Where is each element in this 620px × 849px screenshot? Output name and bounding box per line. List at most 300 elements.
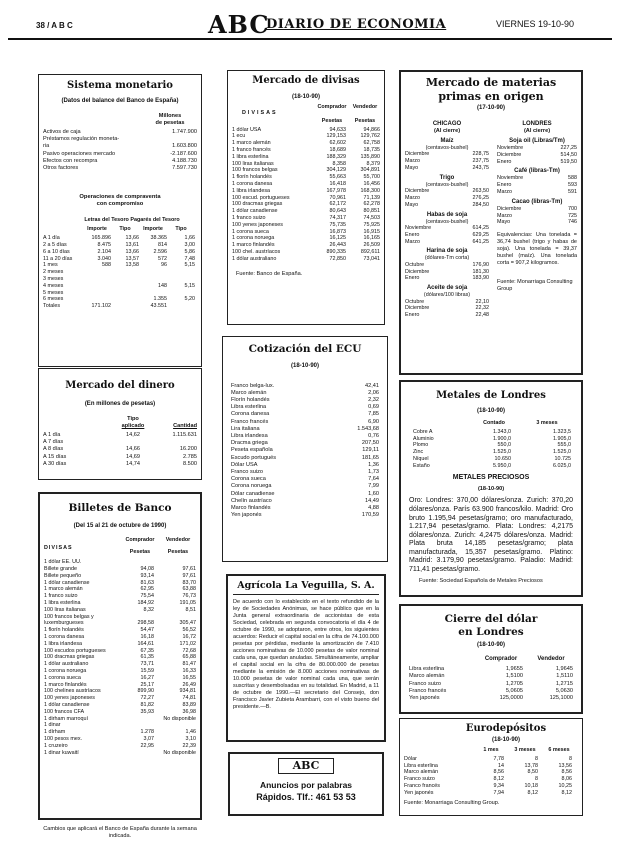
ecu-row xyxy=(231,462,379,469)
letras-header xyxy=(43,226,197,233)
billetes-cell: 1,46 xyxy=(185,729,196,736)
ecu-row xyxy=(231,476,379,483)
divisas-pesetas-b: Pesetas xyxy=(354,117,376,124)
letras-cell xyxy=(111,296,139,303)
londres-cell: Marzo xyxy=(497,188,512,195)
letras-cell: 6 a 10 días xyxy=(43,248,70,255)
letras-cell xyxy=(167,276,195,283)
metales-cell: 10.650 xyxy=(494,455,511,462)
londres-cell: 514,50 xyxy=(560,151,577,158)
precious-title: METALES PRECIOSOS xyxy=(452,473,530,481)
chicago-cell: 263,50 xyxy=(472,188,489,195)
ecu-cell: 170,59 xyxy=(361,512,379,519)
euro-cell: 8,56 xyxy=(493,769,504,776)
cierre-cell: Libra esterlina xyxy=(409,666,445,673)
ecu-cell: 0,69 xyxy=(368,404,379,411)
euro-cell: Marco alemán xyxy=(404,769,439,776)
letras-row xyxy=(43,283,197,290)
londres-label: LONDRES xyxy=(522,120,552,127)
billetes-cell: 1 dólar canadiense xyxy=(44,579,90,586)
billetes-row xyxy=(44,668,196,675)
dinero-cell: 14,66 xyxy=(126,446,140,453)
billetes-cell: 164,61 xyxy=(137,640,154,647)
euro-cell: 8 xyxy=(569,755,572,762)
letras-cell: 13,66 xyxy=(125,248,139,255)
billetes-cell: 1.278 xyxy=(140,729,154,736)
divisas-cell: 304,891 xyxy=(360,167,380,174)
chicago-cell: Marzo xyxy=(405,194,420,201)
chicago-cell: 176,90 xyxy=(472,261,489,268)
divisas-header xyxy=(232,104,380,125)
billetes-cell: 16,55 xyxy=(182,674,196,681)
euro-cell: 7,78 xyxy=(493,755,504,762)
billetes-row xyxy=(44,593,196,600)
divisas-cell: 62,278 xyxy=(363,201,380,208)
ecu-cell: 1.543,68 xyxy=(357,425,379,432)
metales-row xyxy=(413,442,571,449)
billetes-cell: 72,27 xyxy=(140,695,154,702)
metales-row xyxy=(413,456,571,463)
euro-cell: 13,56 xyxy=(558,762,572,769)
sistema-cell: Pasivo operaciones mercado xyxy=(43,150,116,157)
billetes-col-comprador: Comprador xyxy=(125,536,155,543)
letras-cell xyxy=(139,290,167,297)
dinero-col-aplicado: aplicado xyxy=(121,422,145,429)
euro-row xyxy=(404,783,578,790)
divisas-cell: 100 chel. austríacos xyxy=(232,248,281,255)
divisas-cell: 62,758 xyxy=(363,140,380,147)
cierre-subtitle: (18-10-90) xyxy=(476,642,505,649)
billetes-cell: 8,32 xyxy=(143,606,154,613)
divisas-cell: 71,139 xyxy=(363,194,380,201)
divisas-row xyxy=(232,133,380,140)
ecu-cell: 129,11 xyxy=(362,447,379,454)
londres-row xyxy=(497,175,577,182)
divisas-row xyxy=(232,222,380,229)
euro-cell: 8,12 xyxy=(493,776,504,783)
metales-rows xyxy=(405,429,577,470)
billetes-note: Cambios que aplicará el Banco de España durante la semana indicada. xyxy=(43,826,197,839)
divisas-cell: 100 francos belgas xyxy=(232,167,278,174)
billetes-cell: 1 dólar australiano xyxy=(44,661,89,668)
ecu-cell: Escudo portugués xyxy=(231,454,277,461)
cierre-row xyxy=(409,673,573,680)
billetes-cell: 1 marco finlandés xyxy=(44,681,87,688)
cierre-row xyxy=(409,681,573,688)
materias-subtitle: (17-10-90) xyxy=(476,105,505,111)
ecu-row xyxy=(231,433,379,440)
letras-hdr-blank xyxy=(43,226,83,233)
billetes-cell: 3,10 xyxy=(185,735,196,742)
divisas-cell: 892,611 xyxy=(360,248,380,255)
dinero-col-cantidad: Cantidad xyxy=(173,423,197,429)
billetes-row xyxy=(44,709,196,716)
divisas-cell: 75,735 xyxy=(329,221,346,228)
chicago-unit: (dólares-Tm corta) xyxy=(424,255,470,262)
metales-cell: 1.323,5 xyxy=(553,428,571,435)
cierre-cell: 5,0630 xyxy=(555,687,573,694)
divisas-cell: 26,509 xyxy=(363,242,380,249)
chicago-cell: Octubre xyxy=(405,298,425,305)
sistema-row xyxy=(43,129,197,136)
chicago-cell: 641,25 xyxy=(472,238,489,245)
divisas-row xyxy=(232,256,380,263)
divisas-cell: 304,129 xyxy=(326,167,346,174)
letras-row xyxy=(43,296,197,303)
metales-title: Metales de Londres xyxy=(436,390,546,401)
chicago-heading: Trigo xyxy=(439,174,455,181)
chicago-cell: Enero xyxy=(405,275,420,282)
euro-hdr-blank xyxy=(404,747,474,754)
ecu-row xyxy=(231,455,379,462)
letras-hdr-cell: Tipo xyxy=(175,226,187,233)
dinero-cell: A 8 días xyxy=(43,446,64,453)
metales-cell: 550,0 xyxy=(497,442,511,449)
masthead-logo: ABC xyxy=(208,10,270,39)
chicago-row xyxy=(405,165,489,172)
divisas-cell: 26,443 xyxy=(329,242,346,249)
billetes-cell: 191,05 xyxy=(179,600,196,606)
ecu-row xyxy=(231,419,379,426)
ecu-cell: Peseta española xyxy=(231,447,273,454)
billetes-cell: 1 corona sueca xyxy=(44,674,81,681)
metales-cell: Cobre A xyxy=(413,428,433,435)
billetes-cell: 298,58 xyxy=(137,620,154,627)
euro-cell: 14 xyxy=(498,762,504,769)
divisas-cell: 80,643 xyxy=(329,208,346,215)
billetes-cell: 72,68 xyxy=(182,647,196,654)
billetes-row xyxy=(44,743,196,750)
divisas-cell: 62,172 xyxy=(329,201,346,208)
londres-cell: Marzo xyxy=(497,212,512,219)
euro-cell: 8,12 xyxy=(561,789,572,796)
billetes-col-vendedor: Vendedor xyxy=(165,536,191,543)
sistema-cell: Préstamos regulación moneta- xyxy=(43,136,120,143)
billetes-row xyxy=(44,641,196,648)
agricola-box xyxy=(226,574,386,742)
divisas-source: Fuente: Banco de España. xyxy=(236,270,303,277)
billetes-cell xyxy=(120,614,154,621)
divisas-cell: 16,456 xyxy=(363,180,380,187)
billetes-divisas-label: DIVISAS xyxy=(44,544,73,551)
ecu-cell: Lira italiana xyxy=(231,425,260,432)
divisas-cell: 1 franco suizo xyxy=(232,214,266,221)
divisas-cell: 94,633 xyxy=(329,126,346,133)
divisas-cell: 188,329 xyxy=(326,153,346,160)
ecu-row xyxy=(231,491,379,498)
divisas-cell: 1 dólar australiano xyxy=(232,255,277,262)
ecu-subtitle: (18-10-90) xyxy=(290,363,319,370)
materias-box xyxy=(399,70,583,375)
billetes-cell: 1 dólar EE. UU. xyxy=(44,559,82,566)
chicago-heading: Aceite de soja xyxy=(426,285,468,292)
divisas-row xyxy=(232,235,380,242)
metales-cell: 1.343,0 xyxy=(493,428,511,435)
ecu-cell: Corona noruega xyxy=(231,483,272,490)
londres-para: Equivalencias: Una tonelada = 36,74 bushel (trigo y habas de soja). Una tonelada = 39,37 bushel (maíz). Una tonelada corta = 907,2 kilogramos. xyxy=(497,232,577,267)
divisas-row xyxy=(232,242,380,249)
euro-hdr-cell: 1 mes xyxy=(483,747,499,753)
unit-line-b: de pesetas xyxy=(155,119,185,126)
page-number: 38 / A B C xyxy=(36,21,73,30)
chicago-row xyxy=(405,312,489,319)
divisas-rows xyxy=(232,127,380,263)
issue-date: VIERNES 19-10-90 xyxy=(496,19,575,29)
cierre-cell: 125,0000 xyxy=(499,695,523,702)
billetes-row xyxy=(44,573,196,580)
divisas-cell: 72,850 xyxy=(329,255,346,262)
letras-cell: Totales xyxy=(43,303,61,310)
billetes-cell: 100 francos CFA xyxy=(44,708,85,715)
billetes-cell: 83,70 xyxy=(182,579,196,586)
ad-box[interactable] xyxy=(228,752,384,816)
ecu-row xyxy=(231,512,379,519)
chicago-cell: Marzo xyxy=(405,238,420,245)
divisas-cell: 8,379 xyxy=(366,160,380,167)
londres-cell: Enero xyxy=(497,182,512,189)
dinero-row xyxy=(43,439,197,446)
billetes-cell: Billete grande xyxy=(44,566,77,573)
euro-subtitle: (18-10-90) xyxy=(491,736,520,743)
chicago-cell: Diciembre xyxy=(405,305,430,312)
billetes-pesetas-a: Pesetas xyxy=(129,549,151,556)
ecu-cell: 42,41 xyxy=(365,382,379,389)
letras-cell: 2.596 xyxy=(153,248,167,255)
metales-cell: 6.025,0 xyxy=(553,462,571,469)
chicago-row xyxy=(405,299,489,306)
billetes-cell xyxy=(120,750,154,757)
divisas-cell: 1 marco alemán xyxy=(232,140,271,147)
letras-cell xyxy=(83,269,111,276)
londres-cell: 519,50 xyxy=(560,158,577,165)
letras-cell: 13,61 xyxy=(125,242,139,248)
billetes-cell: 74,81 xyxy=(182,695,196,702)
letras-title: Letras del Tesoro Pagarés del Tesoro xyxy=(84,216,180,223)
chicago-heading: Habas de soja xyxy=(426,211,468,218)
ecu-cell: Corona sueca xyxy=(231,476,266,483)
letras-row xyxy=(43,290,197,297)
letras-cell: 588 xyxy=(102,262,111,269)
billetes-title: Billetes de Banco xyxy=(68,502,172,514)
divisas-row xyxy=(232,147,380,154)
billetes-row xyxy=(44,607,196,614)
londres-heading: Café (libras-Tm) xyxy=(514,168,560,175)
euro-row xyxy=(404,756,578,763)
ecu-row xyxy=(231,469,379,476)
ecu-cell: 7,85 xyxy=(368,411,379,418)
letras-cell: 3.040 xyxy=(97,255,111,262)
letras-cell xyxy=(83,276,111,283)
cierre-cell: 5,0605 xyxy=(505,687,523,694)
letras-cell: 7,48 xyxy=(184,255,195,262)
metales-box xyxy=(399,380,583,597)
dinero-cell: A 7 días xyxy=(43,439,64,446)
billetes-cell: 97,61 xyxy=(182,572,196,579)
ecu-cell: 4,88 xyxy=(368,505,379,512)
metales-row xyxy=(413,436,571,443)
chicago-unit: (centavos-bushel) xyxy=(425,144,469,151)
metales-col-3meses: 3 meses xyxy=(536,420,558,426)
chicago-cell: Mayo xyxy=(405,164,419,171)
sistema-cell: Otros factores xyxy=(43,164,79,171)
londres-row xyxy=(497,219,577,226)
chicago-row xyxy=(405,269,489,276)
ecu-row xyxy=(231,447,379,454)
materias-source: Fuente: Monarriaga Consulting Group xyxy=(497,279,573,293)
billetes-cell: 16,72 xyxy=(182,633,196,640)
letras-row xyxy=(43,276,197,283)
sistema-cell: 1.603.800 xyxy=(172,143,197,150)
letras-cell xyxy=(111,283,139,290)
sistema-row xyxy=(43,136,197,143)
billetes-row xyxy=(44,702,196,709)
divisas-cell: 8,358 xyxy=(332,160,346,167)
chicago-row xyxy=(405,275,489,282)
letras-cell: 38.365 xyxy=(150,235,167,242)
chicago-row xyxy=(405,232,489,239)
euro-cell: 8,56 xyxy=(561,769,572,776)
divisas-cell: 1 corona sueca xyxy=(232,228,269,235)
divisas-row xyxy=(232,201,380,208)
dinero-cell: 14,62 xyxy=(126,431,140,438)
dinero-rows xyxy=(43,432,197,468)
metales-row xyxy=(413,449,571,456)
billetes-cell: 1 dírham xyxy=(44,729,66,736)
billetes-cell: 100 escudos portugueses xyxy=(44,647,106,654)
billetes-cell: 100 dracmas griegas xyxy=(44,654,95,661)
divisas-row xyxy=(232,140,380,147)
billetes-cell: 54,47 xyxy=(140,627,154,634)
letras-cell: 165.896 xyxy=(91,235,111,242)
letras-row xyxy=(43,256,197,263)
billetes-cell: 76,73 xyxy=(182,593,196,600)
billetes-cell: 1 dólar canadiense xyxy=(44,701,90,708)
cierre-row xyxy=(409,695,573,702)
chicago-row xyxy=(405,305,489,312)
divisas-cell: 16,873 xyxy=(329,228,346,235)
londres-cell: 227,25 xyxy=(560,144,577,151)
metales-header xyxy=(405,420,577,427)
letras-hdr-cell: Importe xyxy=(87,226,107,233)
londres-row xyxy=(497,145,577,152)
chicago-cell: Enero xyxy=(405,312,420,319)
cierre-cell: Franco francés xyxy=(409,687,447,694)
billetes-cell: 93,14 xyxy=(140,572,154,579)
euro-cell: Libra esterlina xyxy=(404,762,438,769)
divisas-row xyxy=(232,161,380,168)
billetes-cell: luxemburgueses xyxy=(44,620,84,627)
londres-row xyxy=(497,206,577,213)
cierre-col-vendedor: Vendedor xyxy=(537,655,565,662)
londres-cell: Noviembre xyxy=(497,144,524,151)
divisas-row xyxy=(232,229,380,236)
billetes-subtitle: (Del 15 al 21 de octubre de 1990) xyxy=(73,523,167,530)
metales-cell: 1.905,0 xyxy=(553,435,571,442)
sistema-row xyxy=(43,165,197,172)
dinero-row xyxy=(43,461,197,468)
euro-cell: 8 xyxy=(535,755,538,762)
ecu-cell: Florín holandés xyxy=(231,397,270,404)
euro-cell: 13,78 xyxy=(524,762,538,769)
euro-row xyxy=(404,769,578,776)
billetes-cell: 1 cruzeiro xyxy=(44,742,68,749)
euro-cell: 8,12 xyxy=(527,789,538,796)
ecu-cell: 207,50 xyxy=(361,440,379,447)
ecu-cell: Franco belga-lux. xyxy=(231,382,275,389)
ad-line2: Rápidos. Tlf.: 461 53 53 xyxy=(256,792,356,803)
ecu-cell: Marco alemán xyxy=(231,389,267,396)
letras-cell xyxy=(111,290,139,297)
divisas-cell: 16,418 xyxy=(329,180,346,187)
ecu-row xyxy=(231,505,379,512)
cierre-row xyxy=(409,688,573,695)
divisas-cell: 1 ecu xyxy=(232,133,246,140)
letras-row xyxy=(43,249,197,256)
billetes-cell: 16,18 xyxy=(140,633,154,640)
divisas-cell: 73,041 xyxy=(363,255,380,262)
divisas-cell: 1 marco finlandés xyxy=(232,242,275,249)
letras-row xyxy=(43,262,197,269)
divisas-row xyxy=(232,215,380,222)
ecu-row xyxy=(231,483,379,490)
billetes-cell: 171,02 xyxy=(179,640,196,647)
cierre-row xyxy=(409,666,573,673)
letras-cell: 13,58 xyxy=(125,262,139,269)
ecu-cell: Dólar canadiense xyxy=(231,490,275,497)
letras-rows xyxy=(43,235,197,310)
euro-header xyxy=(404,747,578,754)
billetes-cell: No disponible xyxy=(163,749,196,756)
cierre-cell: Marco alemán xyxy=(409,673,445,680)
divisas-cell: 70,961 xyxy=(329,194,346,201)
letras-cell: 11 a 20 días xyxy=(43,255,73,262)
sistema-cell: Efectos con recompra xyxy=(43,157,98,164)
dinero-header xyxy=(43,416,197,430)
ecu-cell: 0,76 xyxy=(368,433,379,440)
billetes-cell: 8,51 xyxy=(185,606,196,613)
billetes-cell: 15,59 xyxy=(140,667,154,674)
ecu-cell: 1,36 xyxy=(368,461,379,468)
letras-cell: 5,20 xyxy=(184,296,195,303)
billetes-row xyxy=(44,716,196,723)
londres-row xyxy=(497,189,577,196)
chicago-row xyxy=(405,225,489,232)
ops-title-a: Operaciones de compraventa xyxy=(79,194,161,201)
dinero-cell xyxy=(153,439,197,446)
chicago-cell: 181,30 xyxy=(472,268,489,275)
billetes-cell: 1 libra irlandesa xyxy=(44,640,83,647)
billetes-cell: 16,27 xyxy=(140,674,154,681)
chicago-cell: Marzo xyxy=(405,158,420,165)
chicago-cell: 284,50 xyxy=(472,201,489,208)
divisas-cell: 1 florín holandés xyxy=(232,174,272,181)
billetes-cell: 67,35 xyxy=(140,647,154,654)
divisas-col-vendedor: Vendedor xyxy=(352,104,378,110)
divisas-cell: 94,866 xyxy=(363,126,380,133)
letras-cell: 171.102 xyxy=(91,303,111,310)
chicago-row xyxy=(405,158,489,165)
letras-hdr-cell: Importe xyxy=(143,226,163,233)
ecu-row xyxy=(231,411,379,418)
chicago-unit: (centavos-bushel) xyxy=(425,181,469,188)
euro-cell: 7,94 xyxy=(493,789,504,796)
billetes-cell: 184,92 xyxy=(137,600,154,606)
ecu-cell: 2,32 xyxy=(368,397,379,404)
cierre-rows xyxy=(405,666,577,702)
billetes-cell xyxy=(154,614,196,621)
metales-cell: Estaño xyxy=(413,462,430,469)
divisas-subtitle: (18-10-90) xyxy=(291,93,320,100)
